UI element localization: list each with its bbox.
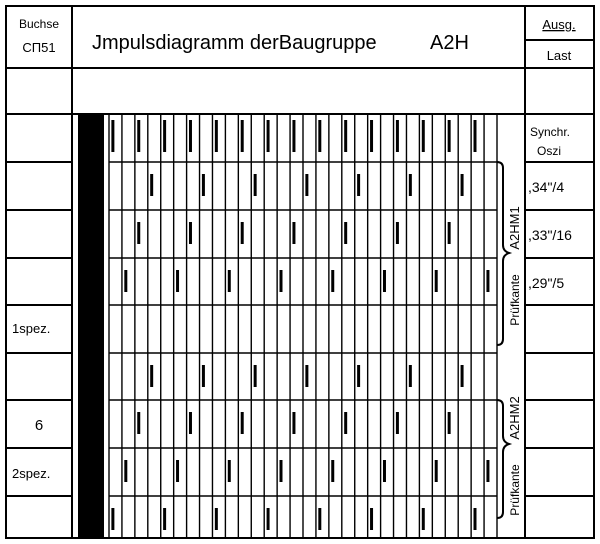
group-side-label-m2: Prüfkante <box>508 464 522 516</box>
load-label: Last <box>546 48 572 63</box>
sync-value-3: ,29"/5 <box>528 275 565 291</box>
group-id-m2: A2HM2 <box>507 396 522 440</box>
output-label: Ausg. <box>542 17 576 32</box>
socket-code: CΠ51 <box>22 40 56 55</box>
diagram-title: Jmpulsdiagramm derBaugruppe <box>92 32 377 54</box>
reference-bar <box>78 114 104 538</box>
sync-value-2: ,33"/16 <box>528 227 572 243</box>
row-label-6: 6 <box>34 417 44 434</box>
pulse-diagram-area <box>78 114 497 538</box>
sync-label-1: Synchr. <box>530 125 571 139</box>
row-label-1spez: 1spez. <box>12 321 51 336</box>
unit-label: A2H <box>430 32 469 54</box>
diagram-grid <box>109 114 497 538</box>
sync-label-2: Oszi <box>537 144 561 158</box>
socket-label: Buchse <box>18 17 60 31</box>
group-id-m1: A2HM1 <box>507 206 522 250</box>
right-column-rules <box>525 162 594 496</box>
sync-value-1: ,34"/4 <box>528 179 565 195</box>
row-label-2spez: 2spez. <box>12 466 51 481</box>
group-side-label-m1: Prüfkante <box>508 274 522 326</box>
